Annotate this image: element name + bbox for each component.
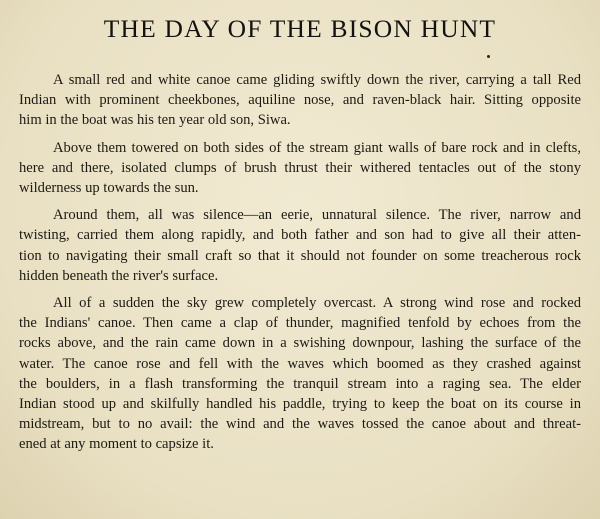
text-line: midstream, but to no avail: the wind and the waves tossed the canoe about and threat- [19, 416, 581, 433]
text-line: wilderness up towards the sun. [19, 180, 199, 197]
text-line: rocks above, and the rain came down in a swishing downpour, lashing the surface of the [19, 335, 581, 352]
text-line: tion to navigating their small craft so that it should not founder on some treacherous rock [19, 247, 581, 264]
text-line: the boulders, in a flash transforming the tranquil stream into a raging sea. The elder [19, 375, 581, 392]
text-line: All of a sudden the sky grew completely overcast. A strong wind rose and rocked [53, 295, 581, 312]
text-line: water. The canoe rose and fell with the waves which boomed as they crashed against [19, 355, 581, 372]
story-text [19, 70, 581, 462]
text-line: Around them, all was silence—an eerie, unnatural silence. The river, narrow and [53, 207, 581, 224]
text-line: Indian stood up and skilfully handled his paddle, trying to keep the boat on its course in [19, 396, 581, 413]
paragraph [19, 293, 581, 455]
ink-speck [487, 55, 490, 58]
text-line: Above them towered on both sides of the stream giant walls of bare rock and in clefts, [53, 139, 581, 156]
page-title: THE DAY OF THE BISON HUNT [103, 14, 497, 43]
text-line: the Indians' canoe. Then came a clap of thunder, magnified tenfold by echoes from the [19, 315, 581, 332]
text-line: ened at any moment to capsize it. [19, 436, 214, 453]
text-line: twisting, carried them along rapidly, and both father and son had to give all their atten- [19, 227, 581, 244]
text-line: Indian with prominent cheekbones, aquiline nose, and raven-black hair. Sitting opposite [19, 92, 581, 109]
text-line: hidden beneath the river's surface. [19, 267, 219, 284]
paragraph [19, 138, 581, 199]
paragraph [19, 205, 581, 286]
text-line: here and there, isolated clumps of brush thrust their withered tentacles out of the stony [19, 159, 581, 176]
paragraph [19, 70, 581, 131]
text-line: him in the boat was his ten year old son, Siwa. [19, 112, 291, 129]
text-line: A small red and white canoe came gliding swiftly down the river, carrying a tall Red [53, 72, 581, 88]
